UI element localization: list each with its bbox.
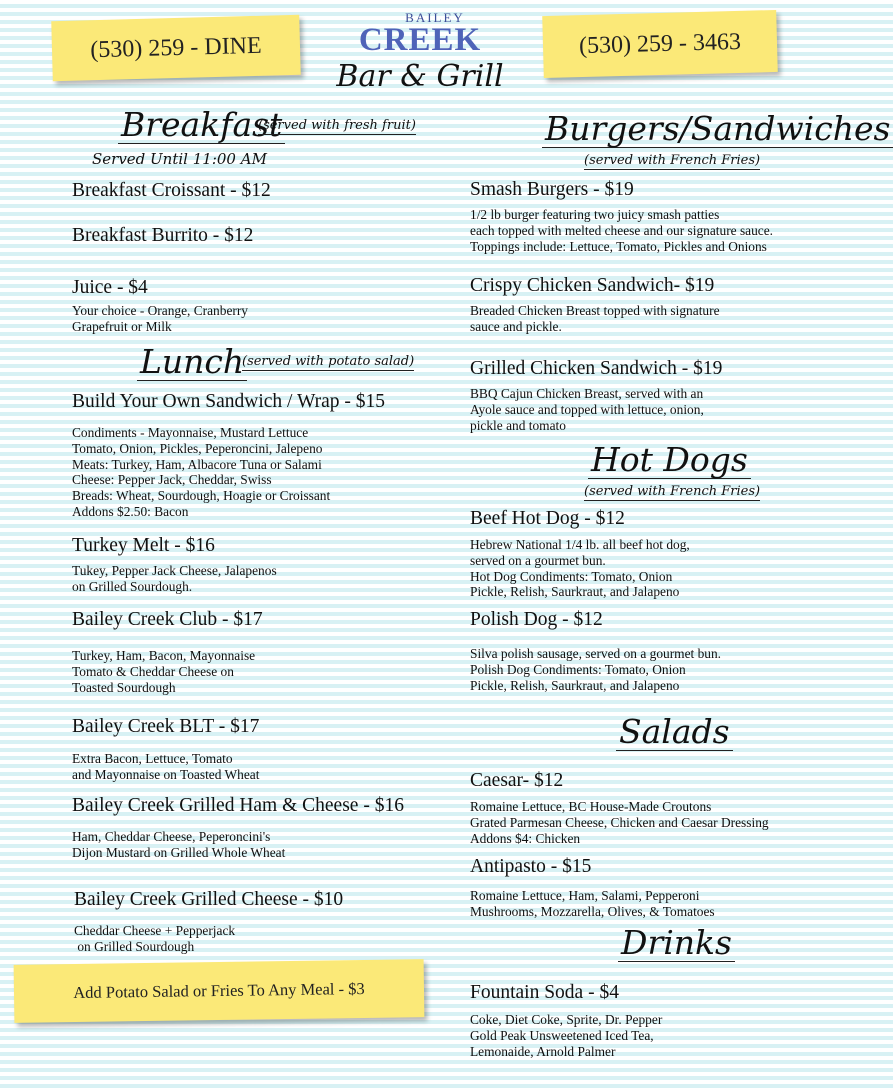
menu-item-breakfast-burrito: Breakfast Burrito - $12 [72, 225, 254, 246]
smash-burgers-description: 1/2 lb burger featuring two juicy smash patties each topped with melted cheese and our signature sauce. Toppings include: Lettuce, Tomato, Pickles and Onions [470, 207, 774, 254]
hotdogs-note: (served with French Fries) [584, 484, 761, 499]
menu-item-antipasto: Antipasto - $15 [470, 856, 592, 877]
hotdogs-title: Hot Dogs [588, 443, 751, 479]
burgers-title: Burgers/Sandwiches [542, 112, 893, 148]
grilled-chicken-description: BBQ Cajun Chicken Breast, served with an Ayole sauce and topped with lettuce, onion, pickle and tomato [470, 386, 704, 433]
menu-item-bailey-creek-club: Bailey Creek Club - $17 [72, 609, 263, 630]
juice-description: Your choice - Orange, Cranberry Grapefruit or Milk [72, 303, 249, 334]
menu-item-bailey-creek-blt: Bailey Creek BLT - $17 [72, 716, 260, 737]
crispy-chicken-description: Breaded Chicken Breast topped with signature sauce and pickle. [470, 303, 720, 334]
antipasto-description: Romaine Lettuce, Ham, Salami, Pepperoni Mushrooms, Mozzarella, Olives, & Tomatoes [470, 888, 715, 919]
menu-item-crispy-chicken: Crispy Chicken Sandwich- $19 [470, 275, 715, 296]
burgers-note: (served with French Fries) [584, 153, 761, 168]
grilled-ham-cheese-description: Ham, Cheddar Cheese, Peperoncini's Dijon Mustard on Grilled Whole Wheat [72, 829, 286, 860]
build-your-own-description: Condiments - Mayonnaise, Mustard Lettuce Tomato, Onion, Pickles, Peperoncini, Jalepeno Meats: Turkey, Ham, Albacore Tuna or Salami Cheese: Pepper Jack, Cheddar, Swiss Breads: Wheat, Sourdough, Hoagie or Croissant Addons $2.50: Bacon [72, 425, 331, 519]
drinks-title: Drinks [618, 926, 735, 962]
menu-item-caesar: Caesar- $12 [470, 770, 564, 791]
addon-note-text: Add Potato Salad or Fries To Any Meal - $3 [73, 978, 365, 1003]
menu-item-beef-hot-dog: Beef Hot Dog - $12 [470, 508, 625, 529]
menu-item-juice: Juice - $4 [72, 277, 148, 298]
phone-note-right [542, 10, 778, 78]
grilled-cheese-description: Cheddar Cheese + Pepperjack on Grilled Sourdough [74, 923, 236, 954]
breakfast-title: Breakfast [118, 108, 285, 144]
fountain-soda-description: Coke, Diet Coke, Sprite, Dr. Pepper Gold Peak Unsweetened Iced Tea, Lemonaide, Arnold Palmer [470, 1012, 663, 1059]
lunch-note: (served with potato salad) [242, 354, 415, 369]
salads-title: Salads [616, 715, 733, 751]
bailey-creek-blt-description: Extra Bacon, Lettuce, Tomato and Mayonnaise on Toasted Wheat [72, 751, 260, 782]
menu-item-grilled-chicken: Grilled Chicken Sandwich - $19 [470, 358, 723, 379]
logo-main-text: CREEK [358, 22, 482, 58]
caesar-description: Romaine Lettuce, BC House-Made Croutons Grated Parmesan Cheese, Chicken and Caesar Dressing Addons $4: Chicken [470, 799, 769, 846]
menu-item-polish-dog: Polish Dog - $12 [470, 609, 603, 630]
phone-number-left[interactable]: (530) 259 - DINE [90, 32, 262, 63]
turkey-melt-description: Tukey, Pepper Jack Cheese, Jalapenos on Grilled Sourdough. [72, 563, 277, 594]
logo [330, 10, 510, 94]
polish-dog-description: Silva polish sausage, served on a gourmet bun. Polish Dog Condiments: Tomato, Onion Pickle, Relish, Saurkraut, and Jalapeno [470, 646, 722, 693]
menu-item-build-your-own: Build Your Own Sandwich / Wrap - $15 [72, 391, 386, 412]
logo-sub-text: Bar & Grill [336, 59, 504, 94]
menu-item-fountain-soda: Fountain Soda - $4 [470, 982, 619, 1003]
phone-note-left [51, 15, 300, 81]
lunch-title: Lunch [137, 345, 247, 381]
breakfast-hours: Served Until 11:00 AM [92, 150, 267, 168]
logo-top-text: BAILEY [405, 10, 465, 25]
breakfast-note: (served with fresh fruit) [258, 118, 416, 133]
menu-item-grilled-ham-cheese: Bailey Creek Grilled Ham & Cheese - $16 [72, 795, 404, 816]
bailey-creek-club-description: Turkey, Ham, Bacon, Mayonnaise Tomato & Cheddar Cheese on Toasted Sourdough [72, 648, 256, 695]
phone-number-right[interactable]: (530) 259 - 3463 [578, 28, 742, 59]
menu-item-breakfast-croissant: Breakfast Croissant - $12 [72, 180, 271, 201]
menu-item-smash-burgers: Smash Burgers - $19 [470, 179, 634, 200]
beef-hot-dog-description: Hebrew National 1/4 lb. all beef hot dog, served on a gourmet bun. Hot Dog Condiments: Tomato, Onion Pickle, Relish, Saurkraut, and Jalapeno [470, 537, 690, 600]
menu-item-grilled-cheese: Bailey Creek Grilled Cheese - $10 [74, 889, 344, 910]
menu-item-turkey-melt: Turkey Melt - $16 [72, 535, 215, 556]
addon-note [14, 959, 425, 1023]
